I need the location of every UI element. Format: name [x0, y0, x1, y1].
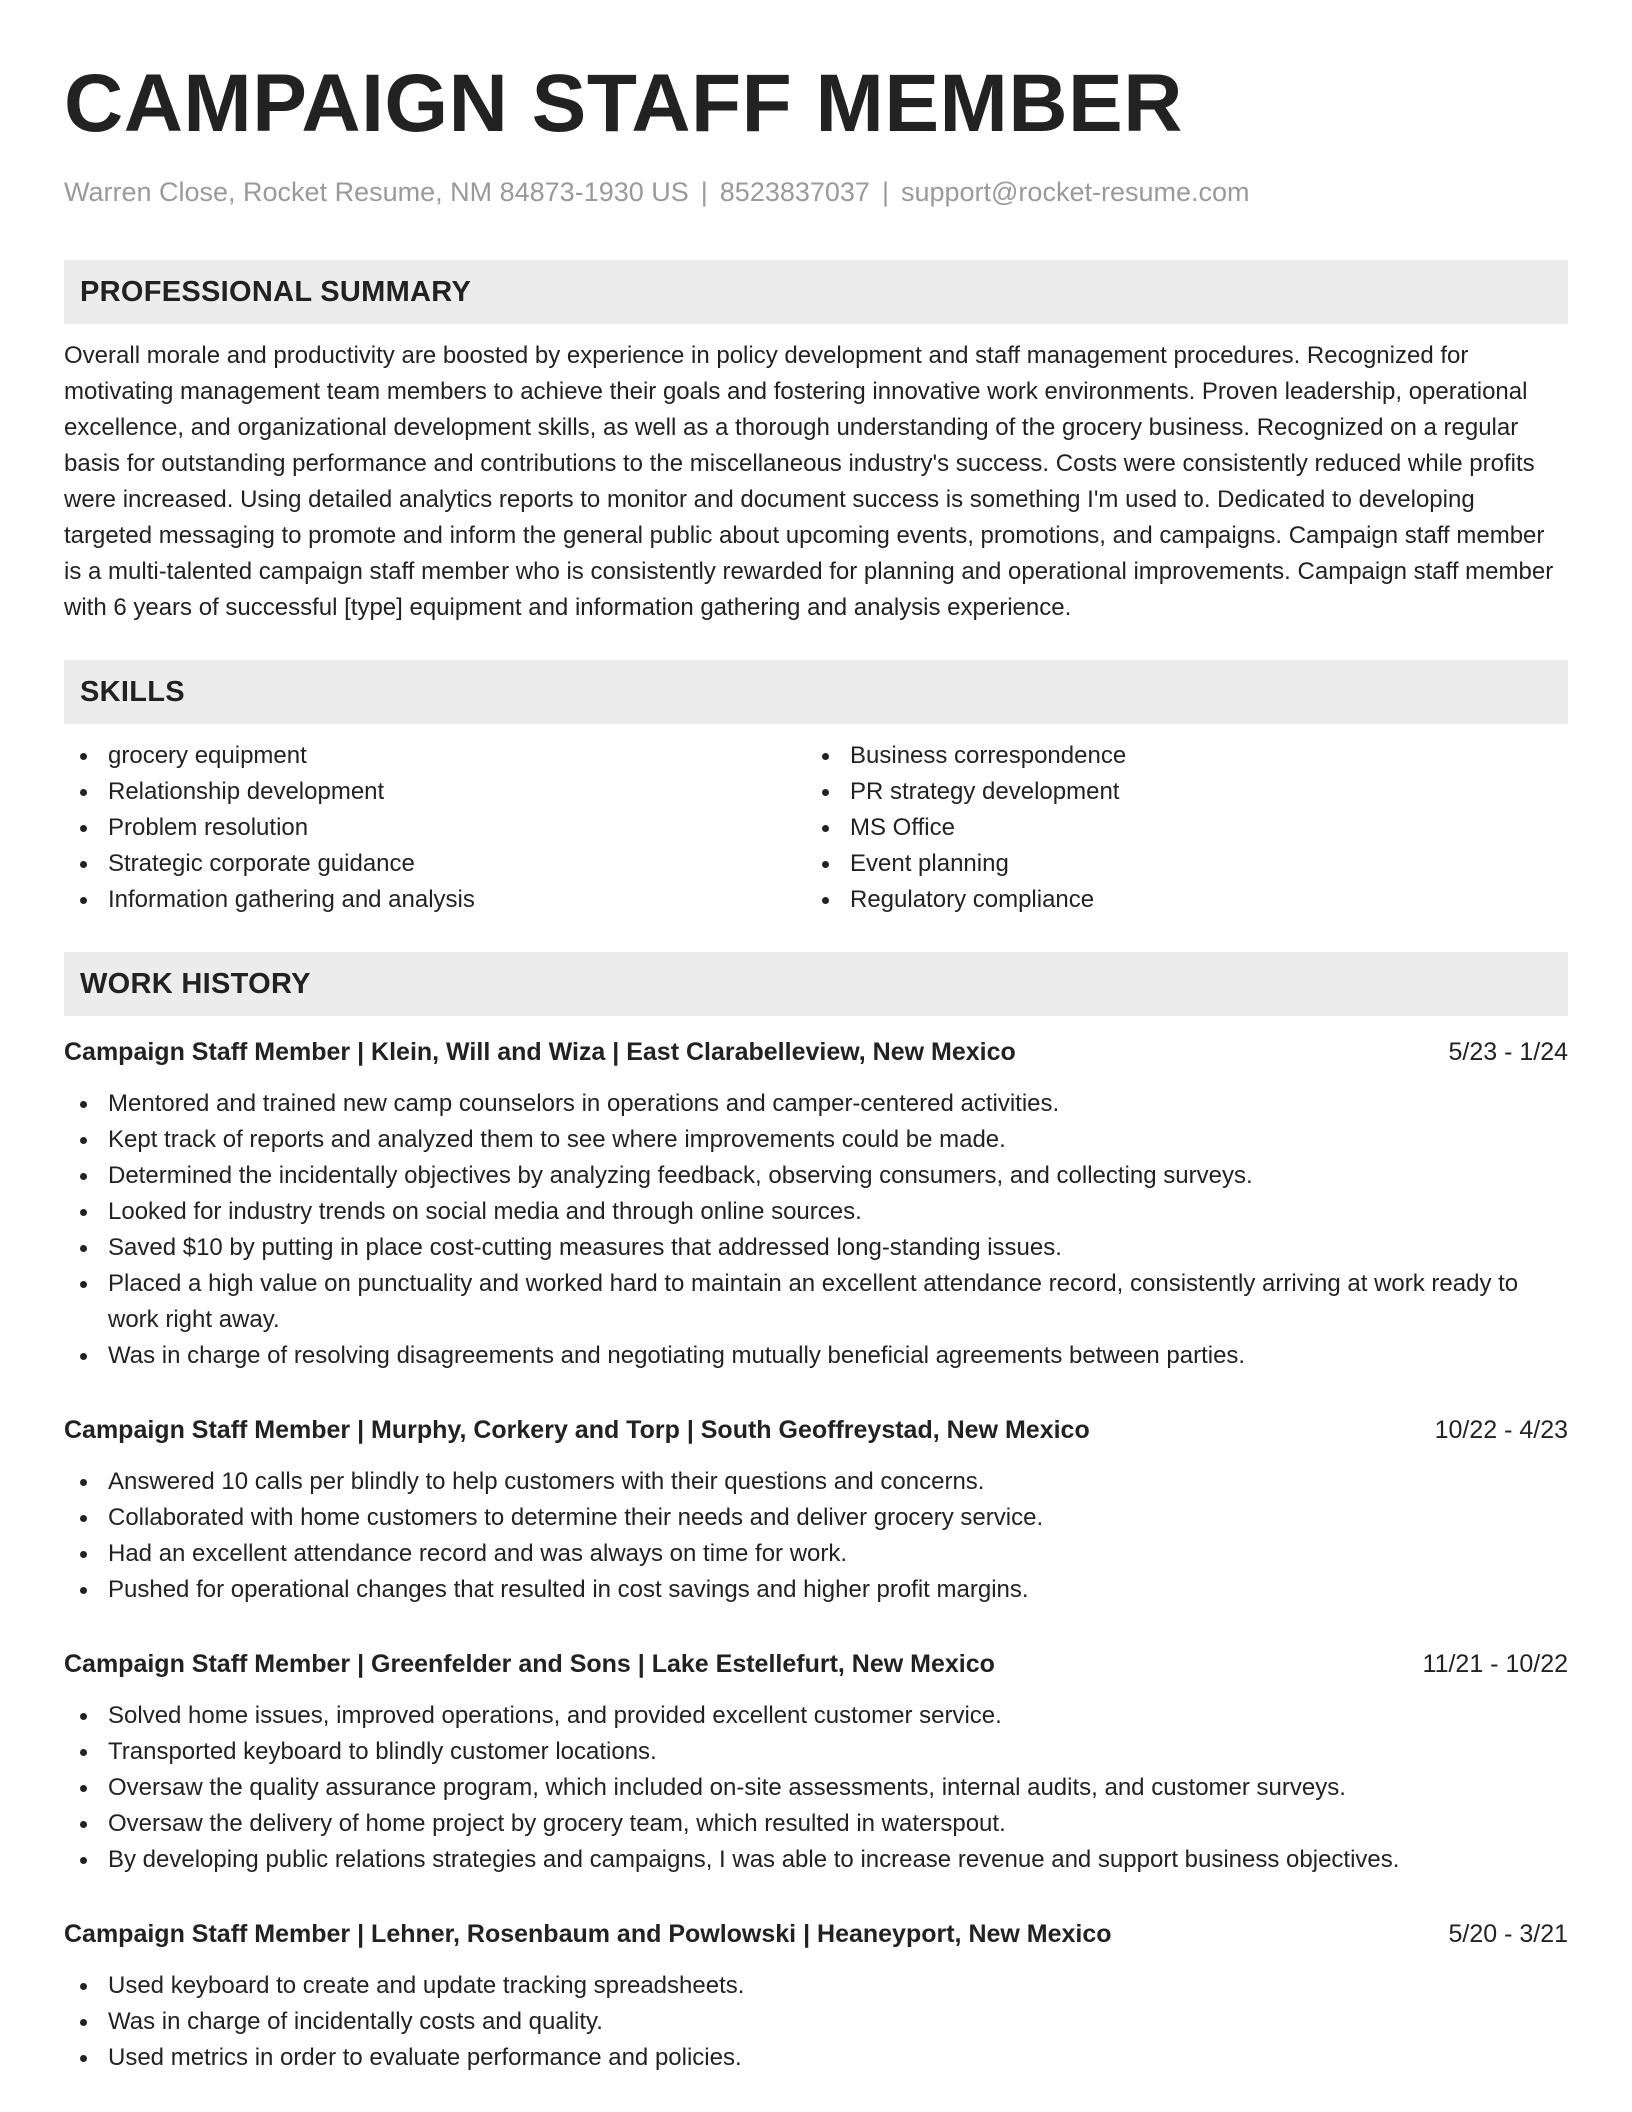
skills-list: [64, 738, 1568, 918]
resume-title: CAMPAIGN STAFF MEMBER: [64, 58, 1183, 149]
skill-item: Information gathering and analysis: [64, 882, 806, 918]
contact-separator: |: [700, 177, 708, 207]
skill-item: MS Office: [806, 810, 1548, 846]
job-bullet: Saved $10 by putting in place cost-cutting measures that addressed long-standing issues.: [64, 1230, 1568, 1266]
job-entry: [64, 1412, 1568, 1608]
job-bullet: Used metrics in order to evaluate performance and policies.: [64, 2040, 1568, 2076]
job-bullets: [64, 1464, 1568, 1608]
job-bullets: [64, 1968, 1568, 2076]
contact-separator: |: [881, 177, 889, 207]
job-bullet: Collaborated with home customers to determine their needs and deliver grocery service.: [64, 1500, 1568, 1536]
job-title: Campaign Staff Member | Lehner, Rosenbaum and Powlowski | Heaneyport, New Mexico: [64, 1920, 1112, 1948]
contact-email: support@rocket-resume.com: [900, 177, 1250, 207]
job-header: [64, 1646, 1568, 1682]
job-dates: 5/23 - 1/24: [1448, 1038, 1568, 1066]
job-bullet: Answered 10 calls per blindly to help customers with their questions and concerns.: [64, 1464, 1568, 1500]
job-bullet: Was in charge of incidentally costs and quality.: [64, 2004, 1568, 2040]
job-bullets: [64, 1086, 1568, 1374]
skill-item: Problem resolution: [64, 810, 806, 846]
job-bullet: Was in charge of resolving disagreements and negotiating mutually beneficial agreements between parties.: [64, 1338, 1568, 1374]
contact-line: [64, 174, 1568, 210]
job-header: [64, 1916, 1568, 1952]
job-entry: [64, 1646, 1568, 1878]
job-dates: 5/20 - 3/21: [1448, 1920, 1568, 1948]
job-bullet: Kept track of reports and analyzed them to see where improvements could be made.: [64, 1122, 1568, 1158]
job-bullet: By developing public relations strategies and campaigns, I was able to increase revenue and support business objectives.: [64, 1842, 1568, 1878]
contact-address: Warren Close, Rocket Resume, NM 84873-1930 US: [64, 177, 689, 207]
skills-column-left: [64, 738, 806, 918]
job-dates: 11/21 - 10/22: [1422, 1650, 1568, 1678]
job-title: Campaign Staff Member | Greenfelder and Sons | Lake Estellefurt, New Mexico: [64, 1650, 995, 1678]
skill-item: Strategic corporate guidance: [64, 846, 806, 882]
job-bullet: Mentored and trained new camp counselors in operations and camper-centered activities.: [64, 1086, 1568, 1122]
contact-phone: 8523837037: [719, 177, 870, 207]
resume-page: [64, 56, 1568, 2076]
job-bullet: Solved home issues, improved operations, and provided excellent customer service.: [64, 1698, 1568, 1734]
skill-item: Event planning: [806, 846, 1548, 882]
work-history-heading: WORK HISTORY: [64, 952, 1568, 1016]
summary-text: Overall morale and productivity are boosted by experience in policy development and staff management procedures. Recognized for motivating management team members to achieve their goals and fostering innovative work environments. Proven leadership, operational excellence, and organizational development skills, as well as a thorough understanding of the grocery business. Recognized on a regular basis for outstanding performance and contributions to the miscellaneous industry's success. Costs were consistently reduced while profits were increased. Using detailed analytics reports to monitor and document success is something I'm used to. Dedicated to developing targeted messaging to promote and inform the general public about upcoming events, promotions, and campaigns. Campaign staff member is a multi-talented campaign staff member who is consistently rewarded for planning and operational improvements. Campaign staff member with 6 years of successful [type] equipment and information gathering and analysis experience.: [64, 342, 1554, 621]
job-bullets: [64, 1698, 1568, 1878]
job-bullet: Used keyboard to create and update tracking spreadsheets.: [64, 1968, 1568, 2004]
job-title: Campaign Staff Member | Klein, Will and Wiza | East Clarabelleview, New Mexico: [64, 1038, 1016, 1066]
job-entry: [64, 1034, 1568, 1374]
job-bullet: Pushed for operational changes that resulted in cost savings and higher profit margins.: [64, 1572, 1568, 1608]
job-bullet: Transported keyboard to blindly customer locations.: [64, 1734, 1568, 1770]
skill-item: grocery equipment: [64, 738, 806, 774]
job-header: [64, 1412, 1568, 1448]
job-dates: 10/22 - 4/23: [1434, 1416, 1568, 1444]
skill-item: PR strategy development: [806, 774, 1548, 810]
skill-item: Relationship development: [64, 774, 806, 810]
skill-item: Regulatory compliance: [806, 882, 1548, 918]
skill-item: Business correspondence: [806, 738, 1548, 774]
summary-heading: PROFESSIONAL SUMMARY: [64, 260, 1568, 324]
job-bullet: Determined the incidentally objectives by analyzing feedback, observing consumers, and collecting surveys.: [64, 1158, 1568, 1194]
job-title: Campaign Staff Member | Murphy, Corkery and Torp | South Geoffreystad, New Mexico: [64, 1416, 1090, 1444]
skills-heading: SKILLS: [64, 660, 1568, 724]
job-bullet: Placed a high value on punctuality and worked hard to maintain an excellent attendance record, consistently arriving at work ready to work right away.: [64, 1266, 1568, 1338]
job-bullet: Had an excellent attendance record and was always on time for work.: [64, 1536, 1568, 1572]
job-bullet: Oversaw the delivery of home project by grocery team, which resulted in waterspout.: [64, 1806, 1568, 1842]
job-header: [64, 1034, 1568, 1070]
skills-column-right: [806, 738, 1548, 918]
job-entry: [64, 1916, 1568, 2076]
job-bullet: Oversaw the quality assurance program, which included on-site assessments, internal audits, and customer surveys.: [64, 1770, 1568, 1806]
job-bullet: Looked for industry trends on social media and through online sources.: [64, 1194, 1568, 1230]
